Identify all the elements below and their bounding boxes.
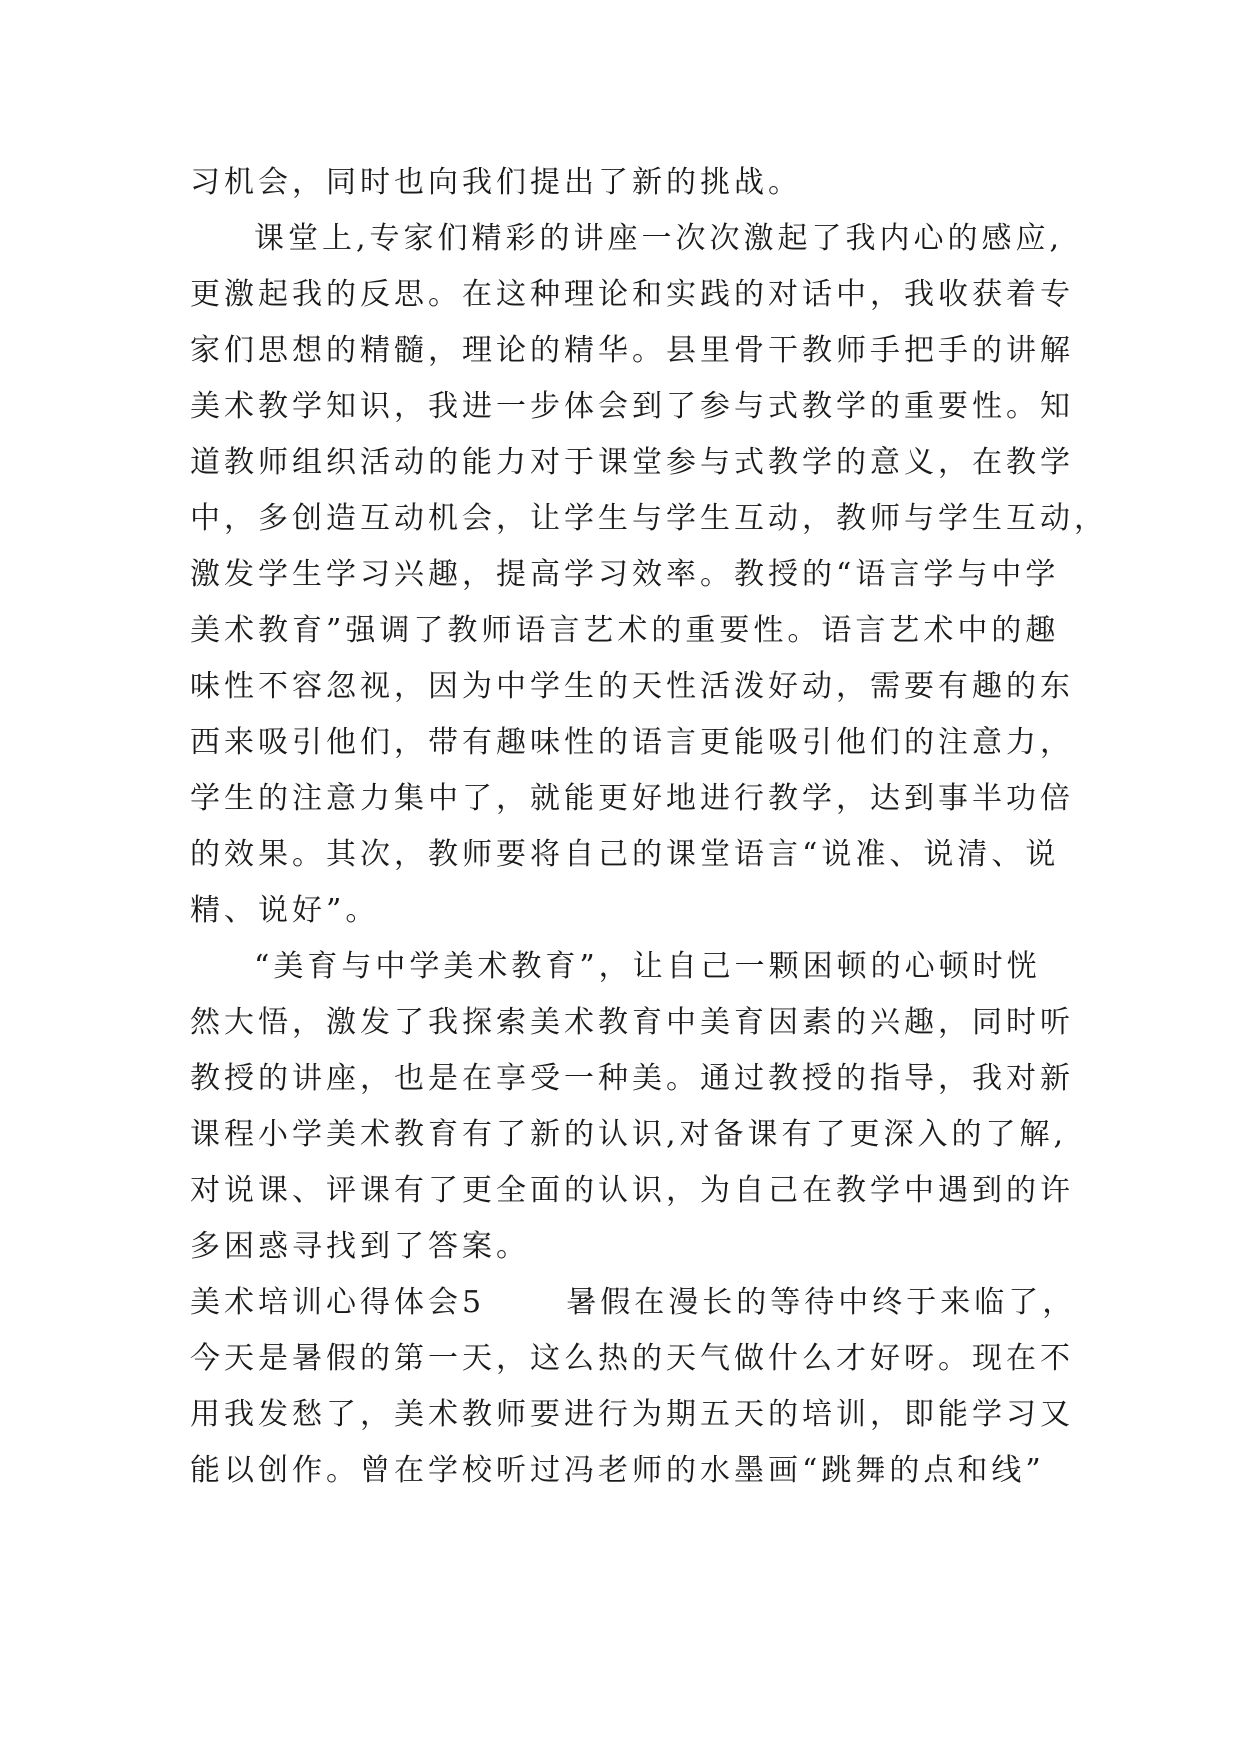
body-line: 激发学生学习兴趣，提高学习效率。教授的“语言学与中学 (190, 557, 1060, 592)
body-line: 更激起我的反思。在这种理论和实践的对话中，我收获着专 (190, 277, 1074, 312)
body-line: 多困惑寻找到了答案。 (190, 1229, 530, 1264)
paragraph-start-line: 课堂上,专家们精彩的讲座一次次激起了我内心的感应, (254, 221, 1064, 256)
body-line: 美术教育”强调了教师语言艺术的重要性。语言艺术中的趣 (190, 613, 1060, 648)
body-line: 家们思想的精髓，理论的精华。县里骨干教师手把手的讲解 (190, 333, 1074, 368)
document-body (190, 155, 1108, 1499)
body-line: 学生的注意力集中了，就能更好地进行教学，达到事半功倍 (190, 781, 1074, 816)
body-line: 习机会，同时也向我们提出了新的挑战。 (190, 165, 802, 200)
paragraph-start-line: “美育与中学美术教育”，让自己一颗困顿的心顿时恍 (254, 949, 1041, 984)
body-line: 西来吸引他们，带有趣味性的语言更能吸引他们的注意力， (190, 725, 1074, 760)
body-line: 对说课、评课有了更全面的认识，为自己在教学中遇到的许 (190, 1173, 1074, 1208)
body-line: 道教师组织活动的能力对于课堂参与式教学的意义，在教学 (190, 445, 1074, 480)
body-line: 教授的讲座，也是在享受一种美。通过教授的指导，我对新 (190, 1061, 1074, 1096)
body-line: 的效果。其次，教师要将自己的课堂语言“说准、说清、说 (190, 837, 1060, 872)
body-line: 课程小学美术教育有了新的认识,对备课有了更深入的了解, (190, 1117, 1068, 1152)
body-line: 用我发愁了，美术教师要进行为期五天的培训，即能学习又 (190, 1397, 1074, 1432)
body-line: 味性不容忽视，因为中学生的天性活泼好动，需要有趣的东 (190, 669, 1074, 704)
section-heading-line: 美术培训心得体会5 暑假在漫长的等待中终于来临了， (190, 1285, 1077, 1320)
body-line: 精、说好”。 (190, 893, 380, 928)
body-line: 中，多创造互动机会，让学生与学生互动，教师与学生互动， (190, 501, 1108, 536)
body-line: 今天是暑假的第一天，这么热的天气做什么才好呀。现在不 (190, 1341, 1074, 1376)
body-line: 能以创作。曾在学校听过冯老师的水墨画“跳舞的点和线” (190, 1453, 1045, 1488)
body-line: 美术教学知识，我进一步体会到了参与式教学的重要性。知 (190, 389, 1074, 424)
body-line: 然大悟，激发了我探索美术教育中美育因素的兴趣，同时听 (190, 1005, 1074, 1040)
